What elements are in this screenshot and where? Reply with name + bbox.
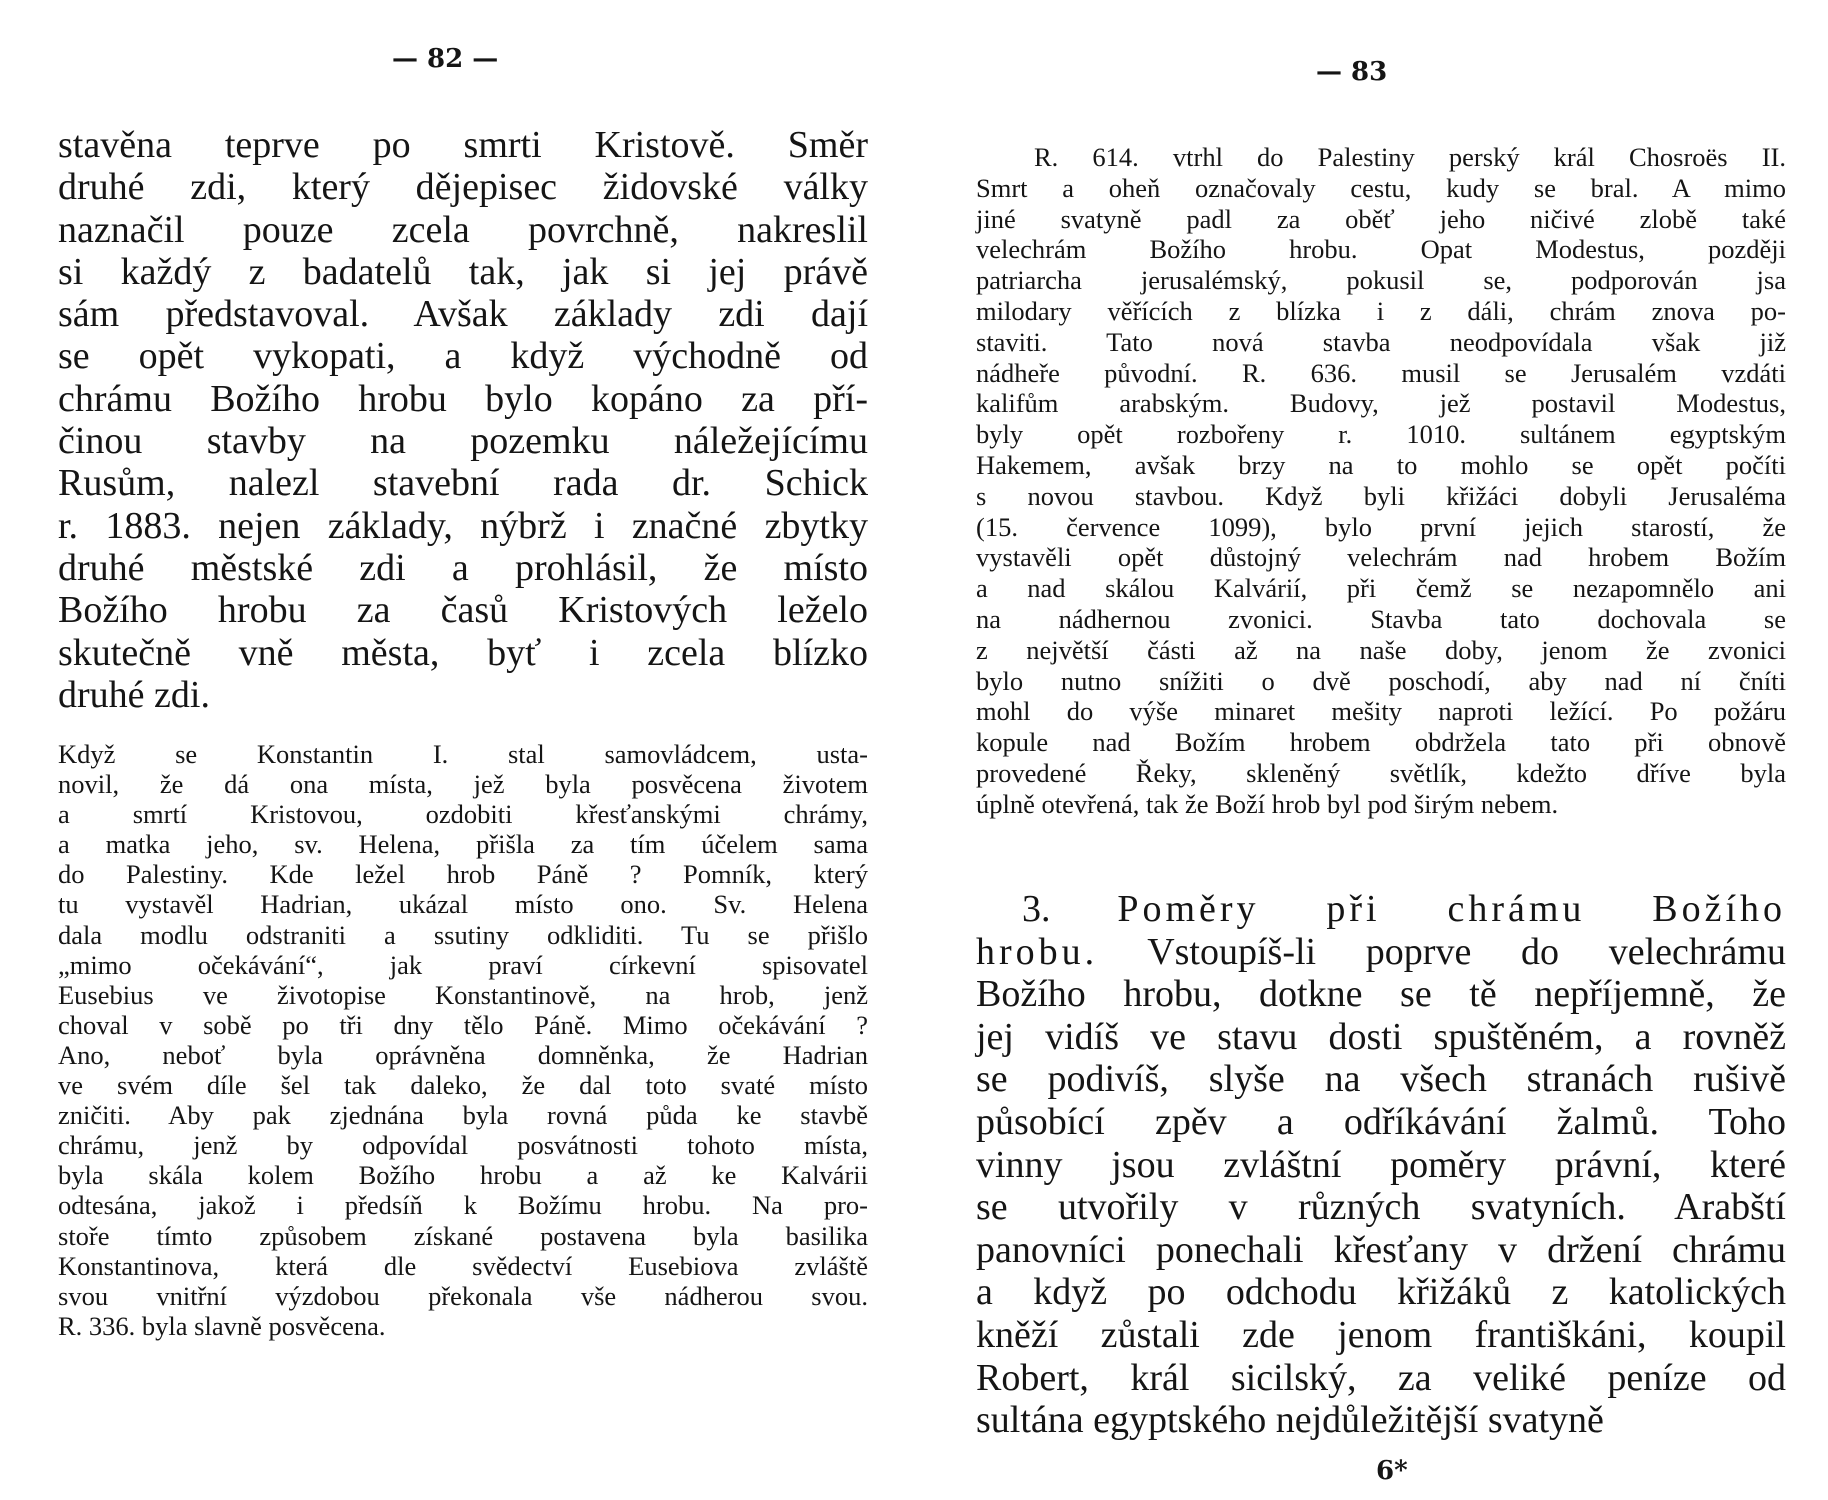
text-line: se opět vykopati, a když východně od xyxy=(58,335,868,378)
section-heading-line xyxy=(976,888,1786,931)
text-line: kalifům arabským. Budovy, jež postavil Modestus, xyxy=(976,388,1786,419)
text-line: a když po odchodu křižáků z katolických xyxy=(976,1271,1786,1314)
text-line: milodary věřících z blízka i z dáli, chrám znova po- xyxy=(976,295,1786,326)
text-line: dala modlu odstraniti a ssutiny odkliditi. Tu se přišlo xyxy=(58,919,868,950)
text-line: patriarcha jerusalémský, pokusil se, podporován jsa xyxy=(976,265,1786,296)
text-line: „mimo očekávání“, jak praví církevní spisovatel xyxy=(58,949,868,980)
text-line: naznačil pouze zcela povrchně, nakreslil xyxy=(58,208,868,251)
paragraph-first-line: Vstoupíš-li poprve do velechrámu xyxy=(1147,930,1786,973)
text-line: panovníci ponechali křesťany v držení chrámu xyxy=(976,1228,1786,1271)
section-heading-line xyxy=(976,931,1786,974)
section-paragraph xyxy=(976,888,1786,1442)
text-line: R. 336. byla slavně posvěcena. xyxy=(58,1310,386,1341)
text-line: jiné svatyně padl za oběť jeho ničivé zlobě také xyxy=(976,203,1786,234)
text-line: byly opět rozbořeny r. 1010. sultánem egyptským xyxy=(976,419,1786,450)
text-line: choval v sobě po tři dny tělo Páně. Mimo očekávání ? xyxy=(58,1009,868,1040)
text-line: Ano, neboť byla oprávněna domněnka, že Hadrian xyxy=(58,1039,868,1070)
text-line: vystavěli opět důstojný velechrám nad hrobem Božím xyxy=(976,542,1786,573)
text-line: vinny jsou zvláštní poměry právní, které xyxy=(976,1143,1786,1186)
text-line: stavěna teprve po smrti Kristově. Směr xyxy=(58,124,868,166)
text-line: Božího hrobu, dotkne se tě nepříjemně, že xyxy=(976,973,1786,1016)
text-line: si každý z badatelů tak, jak si jej právě xyxy=(58,250,868,293)
text-line: staviti. Tato nová stavba neodpovídala však již xyxy=(976,326,1786,357)
text-line: Smrt a oheň označovaly cestu, kudy se bral. A mimo xyxy=(976,172,1786,203)
text-line: a nad skálou Kalvárií, při čemž se nezapomnělo ani xyxy=(976,573,1786,604)
text-line: Konstantinova, která dle svědectví Eusebiova zvláště xyxy=(58,1250,868,1281)
text-line: z největší části až na naše doby, jenom že zvonici xyxy=(976,634,1786,665)
body-paragraph-large xyxy=(58,124,868,716)
text-line: druhé zdi. xyxy=(58,673,210,716)
text-line: Eusebius ve životopise Konstantinově, na hrob, jenž xyxy=(58,979,868,1010)
paragraph-lines xyxy=(976,973,1786,1442)
body-paragraph-small xyxy=(976,142,1786,820)
text-line: kněží zůstali zde jenom františkáni, koupil xyxy=(976,1313,1786,1356)
text-line: r. 1883. nejen základy, nýbrž i značné zbytky xyxy=(58,504,868,547)
text-line: bylo nutno snížiti o dvě poschodí, aby nad ní čníti xyxy=(976,665,1786,696)
body-paragraph-small xyxy=(58,739,868,1341)
text-line: provedené Řeky, skleněný světlík, kdežto dříve byla xyxy=(976,757,1786,788)
text-line: jej vidíš ve stavu dosti spuštěném, a rovněž xyxy=(976,1015,1786,1058)
page-number: — 82 — xyxy=(392,44,499,74)
text-line: R. 614. vtrhl do Palestiny perský král Chosroës II. xyxy=(1034,142,1786,172)
text-line: ve svém díle šel tak daleko, že dal toto svaté místo xyxy=(58,1070,868,1101)
text-line: novil, že dá ona místa, jež byla posvěcena životem xyxy=(58,769,868,800)
text-line: mohl do výše minaret mešity naproti ležící. Po požáru xyxy=(976,696,1786,727)
text-line: a smrtí Kristovou, ozdobiti křesťanskými chrámy, xyxy=(58,799,868,830)
text-line: a matka jeho, sv. Helena, přišla za tím účelem sama xyxy=(58,829,868,860)
text-line: stoře tímto způsobem získané postavena byla basilika xyxy=(58,1220,868,1251)
right-page xyxy=(914,0,1828,1500)
text-line: Když se Konstantin I. stal samovládcem, usta- xyxy=(58,739,868,769)
text-line: Robert, král sicilský, za veliké peníze od xyxy=(976,1356,1786,1399)
signature-mark: 6* xyxy=(1376,1456,1408,1486)
text-line: činou stavby na pozemku náležejícímu xyxy=(58,420,868,463)
text-line: chrámu Božího hrobu bylo kopáno za pří- xyxy=(58,377,868,420)
text-line: zničiti. Aby pak zjednána byla rovná půda ke stavbě xyxy=(58,1100,868,1131)
text-line: do Palestiny. Kde ležel hrob Páně ? Pomník, který xyxy=(58,859,868,890)
text-line: velechrám Božího hrobu. Opat Modestus, později xyxy=(976,234,1786,265)
text-line: skutečně vně města, byť i zcela blízko xyxy=(58,631,868,674)
text-line: kopule nad Božím hrobem obdržela tato při obnově xyxy=(976,727,1786,758)
section-number: 3. xyxy=(1022,888,1051,930)
text-line: druhé zdi, který dějepisec židovské války xyxy=(58,166,868,209)
text-line: úplně otevřená, tak že Boží hrob byl pod širým nebem. xyxy=(976,788,1559,819)
text-line: se utvořily v různých svatyních. Arabští xyxy=(976,1186,1786,1229)
section-heading-continued: hrobu. xyxy=(976,930,1099,973)
text-line: Rusům, nalezl stavební rada dr. Schick xyxy=(58,462,868,505)
text-line: působící zpěv a odříkávání žalmů. Toho xyxy=(976,1100,1786,1143)
text-line: Božího hrobu za časů Kristových leželo xyxy=(58,589,868,632)
text-line: (15. července 1099), bylo první jejich starostí, že xyxy=(976,511,1786,542)
text-line: byla skála kolem Božího hrobu a až ke Kalvárii xyxy=(58,1160,868,1191)
text-line: svou vnitřní výzdobou překonala vše nádherou svou. xyxy=(58,1280,868,1311)
section-heading: Poměry při chrámu Božího xyxy=(1117,888,1787,930)
text-line: odtesána, jakož i předsíň k Božímu hrobu. Na pro- xyxy=(58,1190,868,1221)
text-line: druhé městské zdi a prohlásil, že místo xyxy=(58,546,868,589)
text-line: na nádhernou zvonici. Stavba tato dochovala se xyxy=(976,603,1786,634)
page-number: — 83 xyxy=(1316,57,1388,87)
text-line: Hakemem, avšak brzy na to mohlo se opět počíti xyxy=(976,449,1786,480)
text-line: sám představoval. Avšak základy zdi dají xyxy=(58,293,868,336)
text-line: se podivíš, slyše na všech stranách rušivě xyxy=(976,1058,1786,1101)
text-line: sultána egyptského nejdůležitější svatyně xyxy=(976,1399,1604,1442)
text-line: s novou stavbou. Když byli křižáci dobyli Jerusaléma xyxy=(976,480,1786,511)
text-line: chrámu, jenž by odpovídal posvátnosti tohoto místa, xyxy=(58,1130,868,1161)
text-line: tu vystavěl Hadrian, ukázal místo ono. Sv. Helena xyxy=(58,889,868,920)
text-line: nádheře původní. R. 636. musil se Jerusalém vzdáti xyxy=(976,357,1786,388)
